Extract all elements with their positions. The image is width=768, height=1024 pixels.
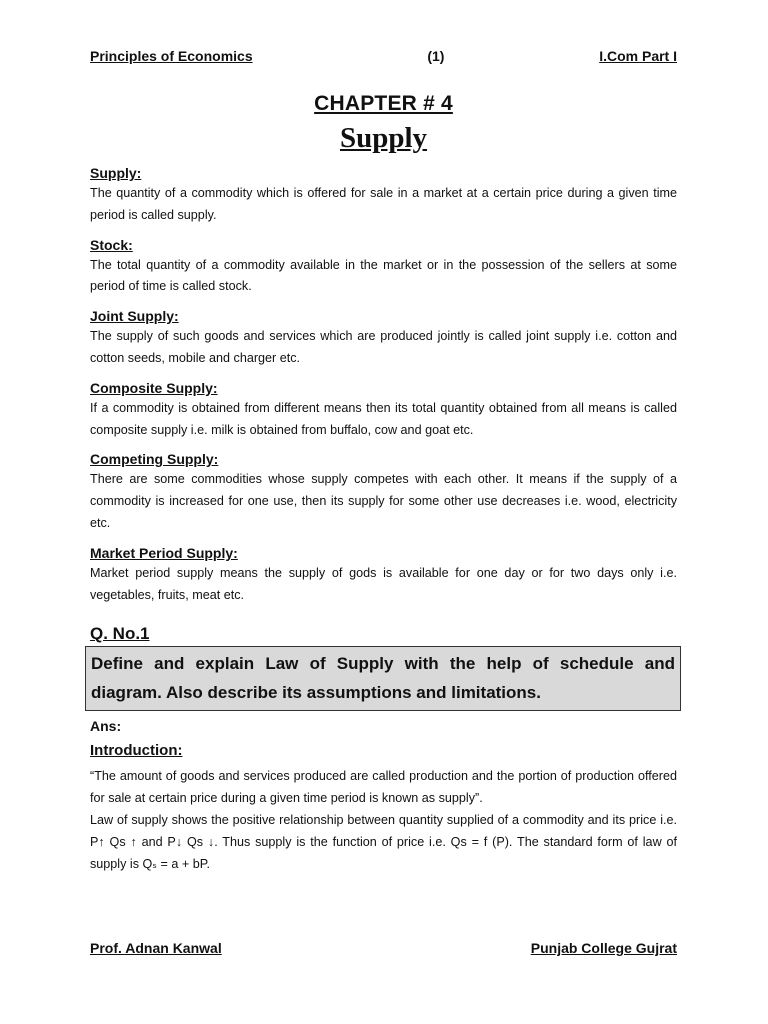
section-heading: Composite Supply:	[90, 379, 218, 396]
section-text: The supply of such goods and services which are produced jointly is called joint supply i.e. cotton and cotton seeds, mobile and charger etc.	[90, 329, 677, 365]
author-name: Prof. Adnan Kanwal	[90, 940, 222, 956]
section-text: If a commodity is obtained from different means then its total quantity obtained from all means is called composite supply i.e. milk is obtained from buffalo, cow and goat etc.	[90, 400, 677, 437]
section-text: There are some commodities whose supply competes with each other. It means if the supply of a commodity is increased for one use, then its supply for some other use decreases i.e. wood, electricity etc.	[90, 472, 677, 530]
section-market-period-supply	[90, 543, 677, 607]
question-number: Q. No.1	[90, 624, 150, 644]
chapter-heading: CHAPTER # 4	[314, 92, 453, 115]
page-title: Supply	[339, 122, 428, 154]
intro-paragraph: Law of supply shows the positive relationship between quantity supplied of a commodity and its price i.e. P↑ Qs ↑ and P↓ Qs ↓. Thus supply is the function of price i.e. Qs = f (P). The standard form of law of supply is Qₛ = a + bP.	[90, 812, 677, 871]
section-heading: Market Period Supply:	[90, 544, 238, 561]
section-competing-supply	[90, 449, 677, 534]
section-text: The quantity of a commodity which is offered for sale in a market at a certain price during a given time period is called supply.	[90, 186, 677, 222]
section-supply	[90, 163, 677, 227]
question-box: Define and explain Law of Supply with the help of schedule and diagram. Also describe its assumptions and limitations.	[85, 646, 681, 711]
course-title: Principles of Economics	[90, 48, 253, 64]
section-stock	[90, 235, 677, 299]
class-label: I.Com Part I	[599, 48, 677, 64]
page-footer	[90, 940, 677, 956]
section-heading: Joint Supply:	[90, 308, 179, 325]
section-text: Market period supply means the supply of gods is available for one day or for two days only i.e. vegetables, fruits, meat etc.	[90, 565, 677, 602]
college-name: Punjab College Gujrat	[530, 940, 677, 956]
introduction-heading: Introduction:	[90, 742, 183, 760]
page-header	[90, 48, 677, 64]
section-text: The total quantity of a commodity available in the market or in the possession of the sellers at some period of time is called stock.	[90, 257, 677, 294]
section-composite-supply	[90, 378, 677, 442]
intro-paragraph: “The amount of goods and services produced are called production and the portion of production offered for sale at certain price during a given time period is known as supply”.	[90, 769, 677, 806]
document-page	[90, 48, 677, 875]
page-number: (1)	[427, 48, 445, 64]
section-joint-supply	[90, 306, 677, 370]
section-heading: Competing Supply:	[90, 451, 219, 468]
section-heading: Stock:	[90, 236, 133, 253]
answer-label: Ans:	[90, 718, 122, 735]
section-heading: Supply:	[90, 165, 142, 181]
